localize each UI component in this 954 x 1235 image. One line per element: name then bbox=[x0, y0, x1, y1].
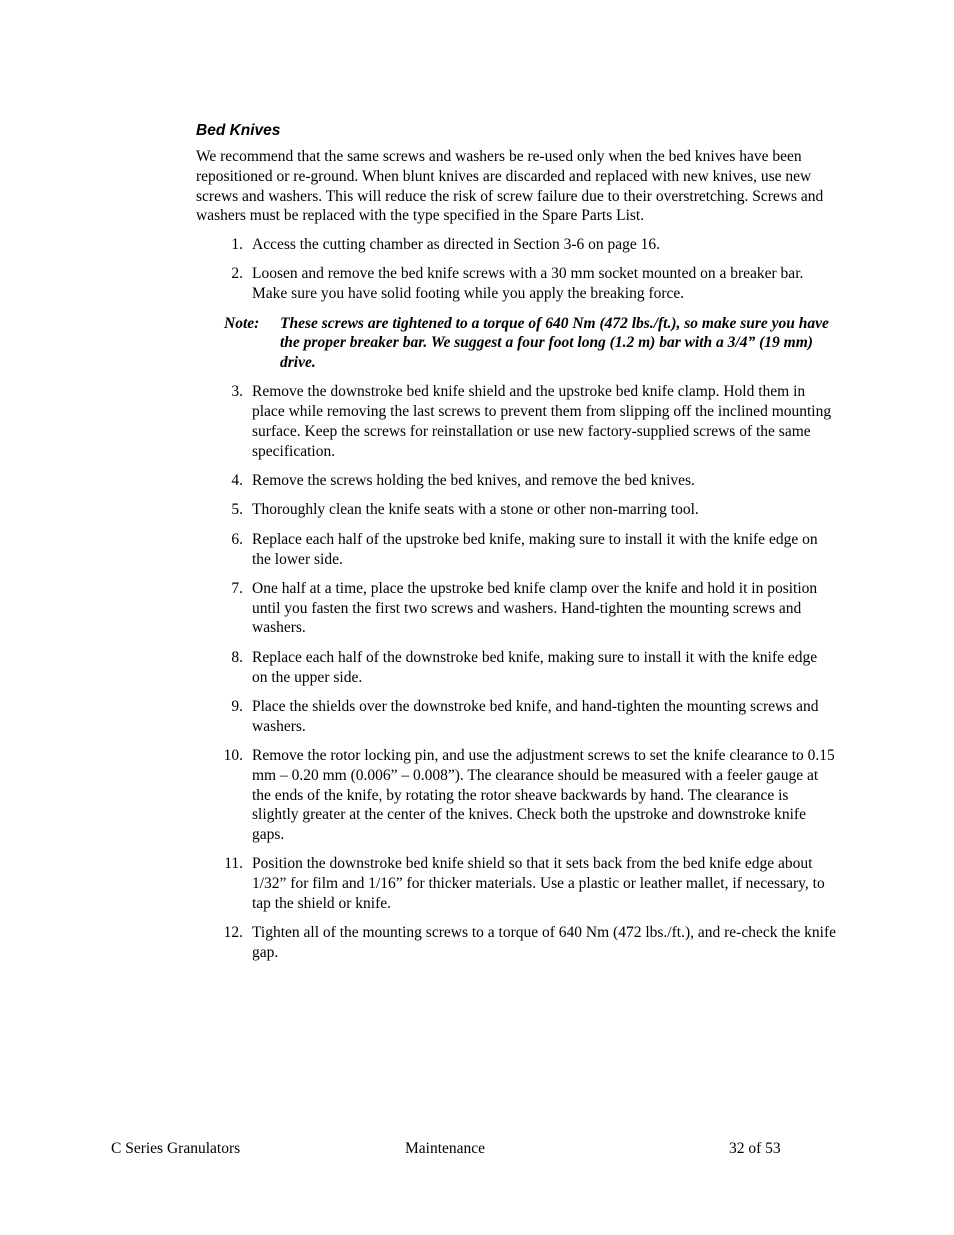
section-title: Bed Knives bbox=[196, 122, 281, 139]
list-item bbox=[196, 235, 836, 255]
step-text: Place the shields over the downstroke bed knife, and hand-tighten the mounting screws and washers. bbox=[252, 697, 819, 735]
step-text: Thoroughly clean the knife seats with a stone or other non-marring tool. bbox=[252, 501, 699, 519]
intro-paragraph: We recommend that the same screws and washers be re-used only when the bed knives have been repositioned or re-ground. When blunt knives are discarded and replaced with new knives, use new screws and washers. This will reduce the risk of screw failure due to their overstretching. Screws and washers must be replaced with the type specified in the Spare Parts List. bbox=[196, 148, 824, 225]
step-text: Replace each half of the upstroke bed knife, making sure to install it with the knife edge on the lower side. bbox=[252, 530, 818, 568]
note-label: Note: bbox=[224, 314, 260, 332]
steps-list-a bbox=[196, 235, 836, 304]
step-text: Tighten all of the mounting screws to a torque of 640 Nm (472 lbs./ft.), and re-check the knife gap. bbox=[252, 924, 836, 962]
step-number: 12. bbox=[223, 924, 243, 942]
step-number: 2. bbox=[231, 265, 243, 283]
list-item bbox=[196, 746, 836, 845]
list-item bbox=[196, 530, 836, 570]
step-number: 9. bbox=[231, 697, 243, 715]
list-item bbox=[196, 697, 836, 737]
list-item bbox=[196, 471, 836, 491]
step-number: 8. bbox=[231, 648, 243, 666]
step-text: Remove the downstroke bed knife shield and the upstroke bed knife clamp. Hold them in place while removing the last screws to prevent them from slipping off the inclined mounting surface. Keep the screws for reinstallation or use new factory-supplied screws of the same specification. bbox=[252, 383, 832, 460]
page-content bbox=[196, 121, 836, 972]
footer-section-name: Maintenance bbox=[405, 1140, 486, 1157]
list-item bbox=[196, 500, 836, 520]
step-number: 6. bbox=[231, 530, 243, 548]
list-item bbox=[196, 382, 836, 461]
step-text: Access the cutting chamber as directed in Section 3-6 on page 16. bbox=[252, 236, 661, 254]
step-number: 11. bbox=[224, 855, 243, 873]
note-text: These screws are tightened to a torque of 640 Nm (472 lbs./ft.), so make sure you have the proper breaker bar. We suggest a four foot long (1.2 m) bar with a 3/4” (19 mm) drive. bbox=[280, 314, 829, 372]
steps-list-b bbox=[196, 382, 836, 962]
list-item bbox=[196, 579, 836, 638]
step-number: 3. bbox=[231, 383, 243, 401]
step-number: 10. bbox=[223, 746, 243, 764]
step-text: Remove the screws holding the bed knives, and remove the bed knives. bbox=[252, 472, 695, 490]
footer-product-name: C Series Granulators bbox=[111, 1140, 241, 1157]
footer-page-number: 32 of 53 bbox=[729, 1140, 781, 1157]
step-number: 7. bbox=[231, 579, 243, 597]
step-number: 4. bbox=[231, 472, 243, 490]
step-text: Remove the rotor locking pin, and use the adjustment screws to set the knife clearance to 0.15 mm – 0.20 mm (0.006” – 0.008”). The clearance should be measured with a feeler gauge at the ends of the knife, by rotating the rotor sheave backwards by hand. The clearance is slightly greater at the center of the knives. Check both the upstroke and downstroke knife gaps. bbox=[252, 746, 835, 844]
step-number: 5. bbox=[231, 501, 243, 519]
list-item bbox=[196, 648, 836, 688]
step-text: Position the downstroke bed knife shield so that it sets back from the bed knife edge about 1/32” for film and 1/16” for thicker materials. Use a plastic or leather mallet, if necessary, to tap the shield or knife. bbox=[252, 855, 825, 912]
list-item bbox=[196, 923, 836, 963]
step-text: Loosen and remove the bed knife screws with a 30 mm socket mounted on a breaker bar. Make sure you have solid footing while you apply the breaking force. bbox=[252, 265, 804, 303]
list-item bbox=[196, 264, 836, 304]
list-item bbox=[196, 854, 836, 913]
step-text: One half at a time, place the upstroke bed knife clamp over the knife and hold it in position until you fasten the first two screws and washers. Hand-tighten the mounting screws and washers. bbox=[252, 579, 818, 637]
note-block bbox=[196, 314, 836, 373]
step-number: 1. bbox=[231, 236, 243, 254]
step-text: Replace each half of the downstroke bed knife, making sure to install it with the knife edge on the upper side. bbox=[252, 648, 818, 686]
